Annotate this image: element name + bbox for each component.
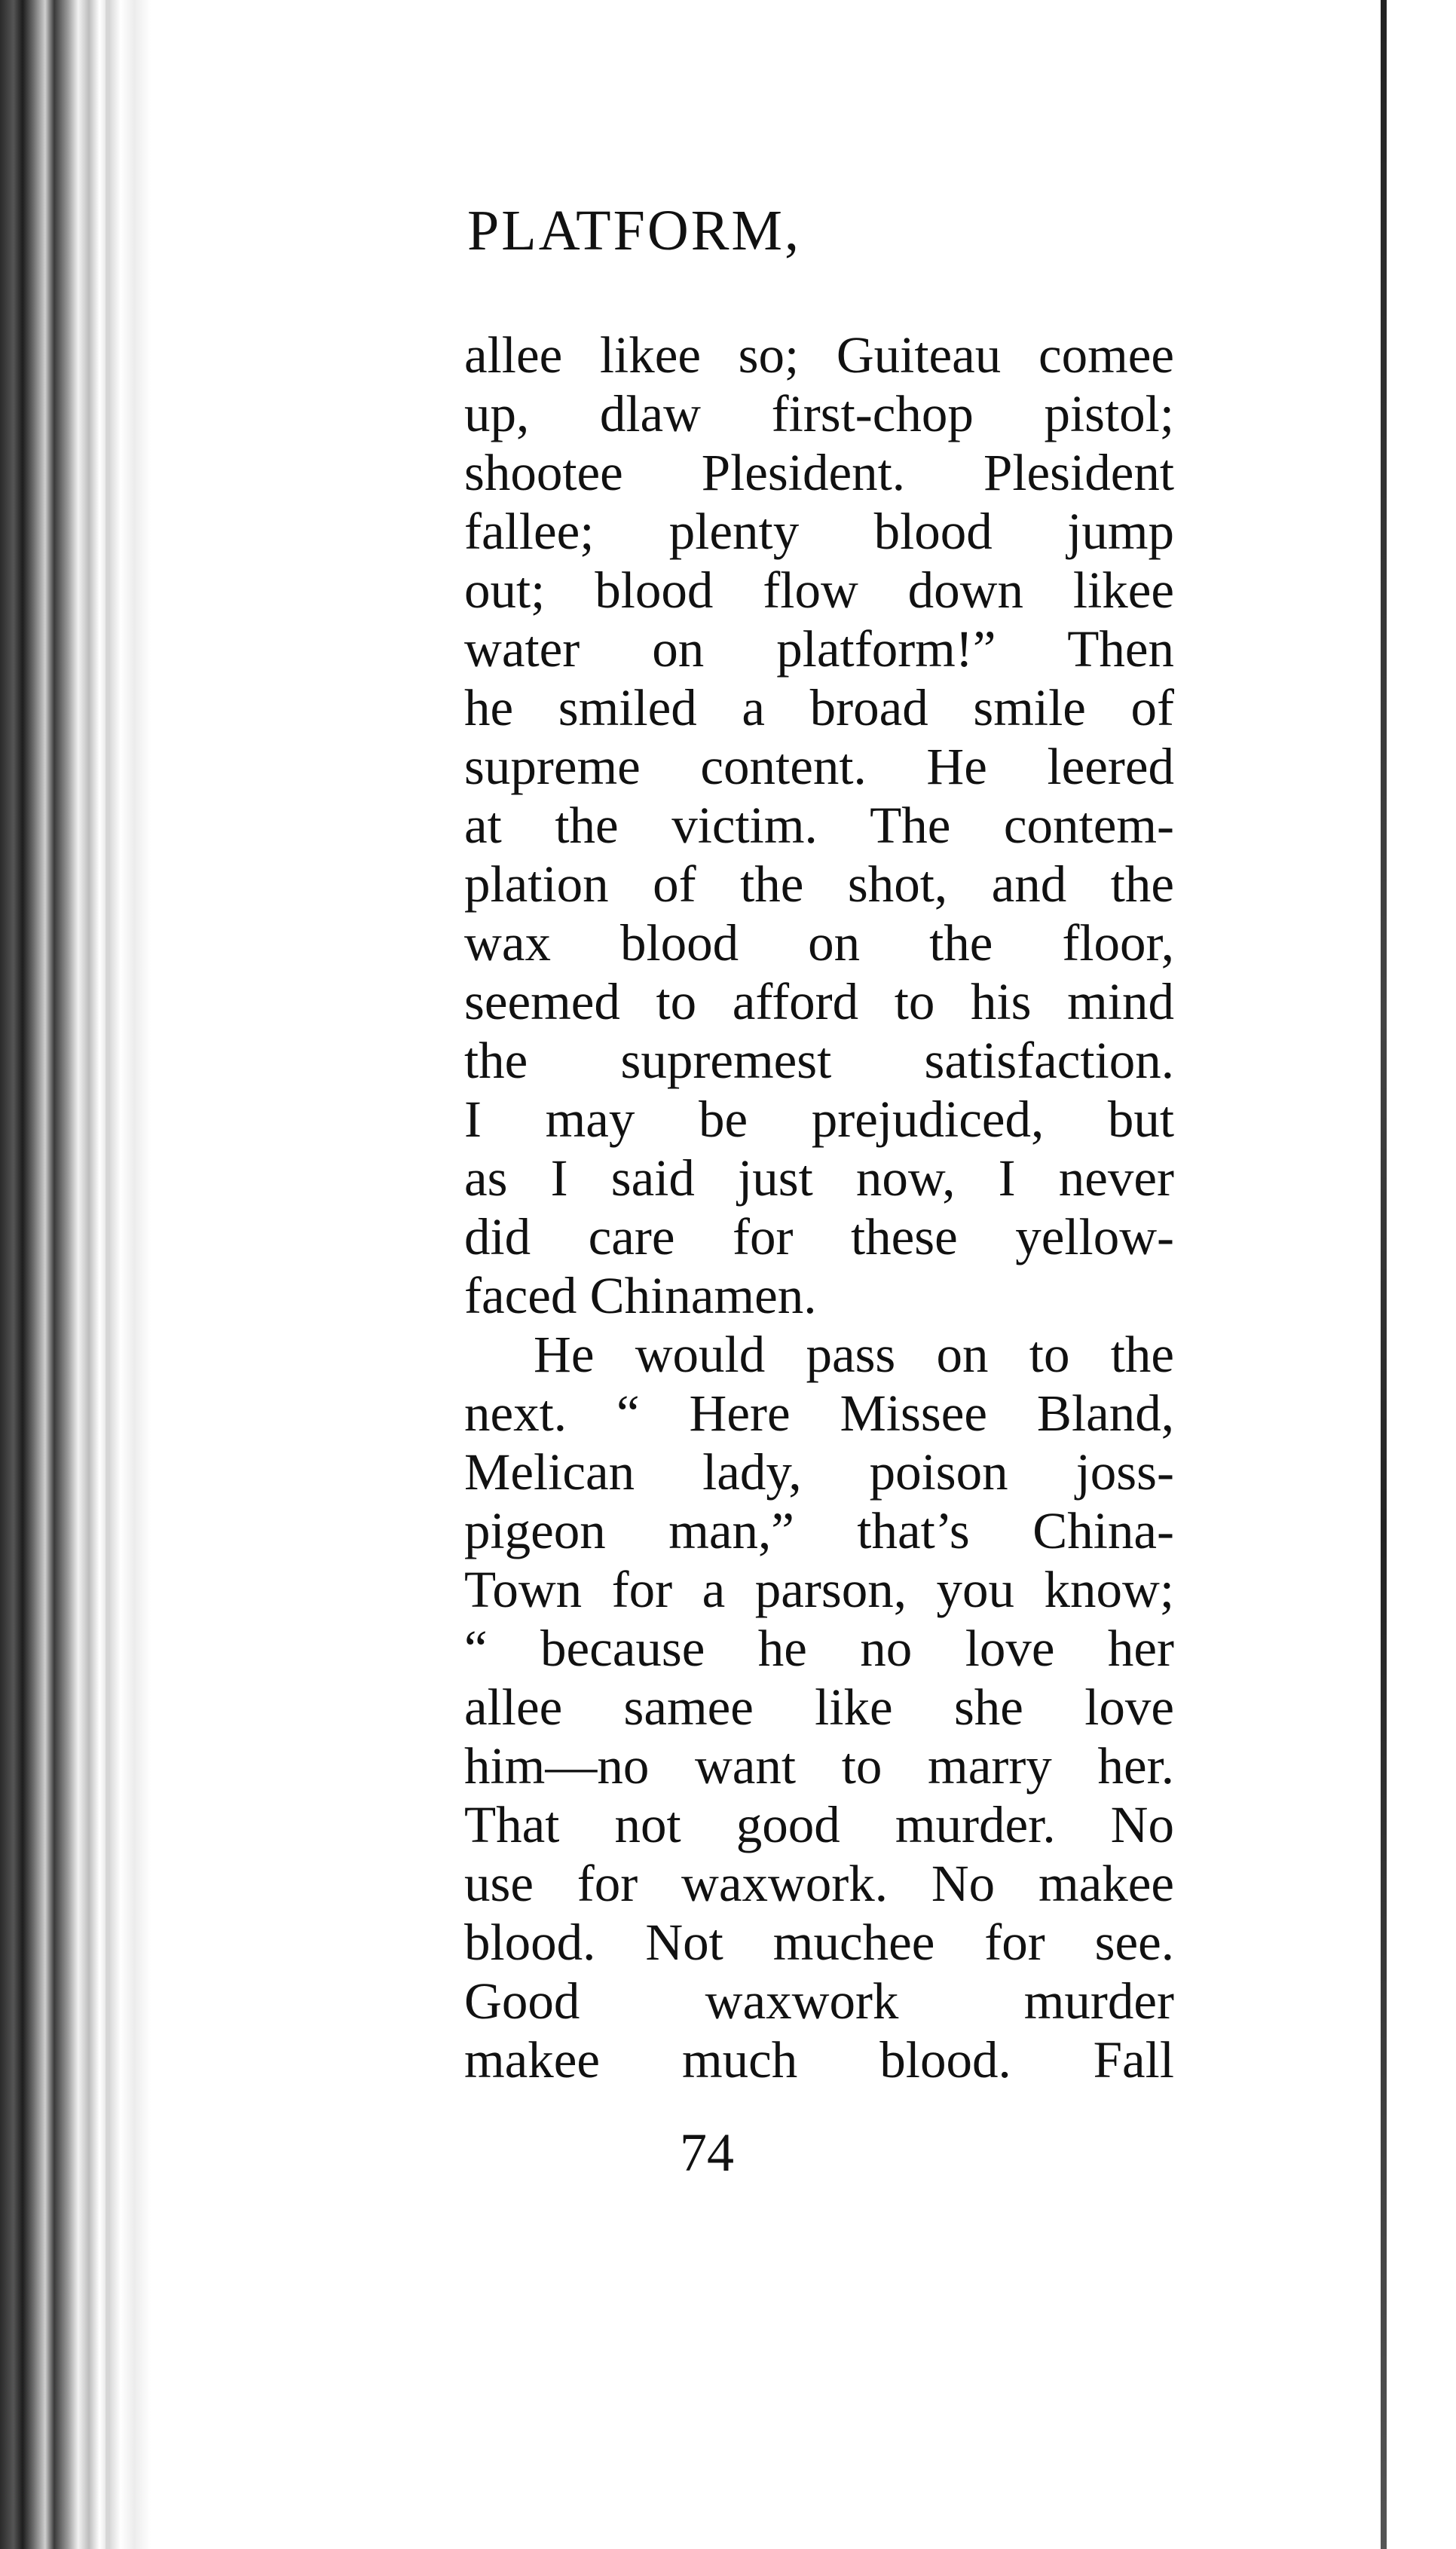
text-line: That not good murder. No — [464, 1796, 1174, 1853]
text-line: seemed to afford to his mind — [464, 973, 1174, 1030]
text-line: use for waxwork. No makee — [464, 1855, 1174, 1912]
text-line: he smiled a broad smile of — [464, 679, 1174, 736]
text-line: him—no want to marry her. — [464, 1737, 1174, 1795]
text-line: makee much blood. Fall — [464, 2031, 1174, 2088]
text-line: at the victim. The contem- — [464, 797, 1174, 854]
text-line: allee likee so; Guiteau comee — [464, 326, 1174, 384]
text-line: allee samee like she love — [464, 1678, 1174, 1736]
text-line: pigeon man,” that’s China- — [464, 1502, 1174, 1559]
text-line: faced Chinamen. — [464, 1267, 817, 1324]
text-line: did care for these yellow- — [464, 1208, 1174, 1265]
text-line: as I said just now, I never — [464, 1149, 1174, 1207]
text-line: next. “ Here Missee Bland, — [464, 1385, 1174, 1442]
text-line: I may be prejudiced, but — [464, 1091, 1174, 1148]
text-line: shootee Plesident. Plesident — [464, 444, 1174, 501]
text-line: wax blood on the floor, — [464, 914, 1174, 972]
text-line: plation of the shot, and the — [464, 855, 1174, 913]
text-line-paragraph-start: He would pass on to the — [534, 1326, 1174, 1383]
running-head: PLATFORM, — [467, 199, 801, 262]
text-line: the supremest satisfaction. — [464, 1032, 1174, 1089]
text-line: supreme content. He leered — [464, 738, 1174, 795]
body-text — [464, 326, 1174, 2089]
text-line: fallee; plenty blood jump — [464, 503, 1174, 560]
text-line: “ because he no love her — [464, 1620, 1174, 1677]
text-line: blood. Not muchee for see. — [464, 1914, 1174, 1971]
text-line: Town for a parson, you know; — [464, 1561, 1174, 1618]
page-number-container — [151, 2122, 1381, 2183]
book-page-edges — [0, 0, 151, 2549]
text-line: Melican lady, poison joss- — [464, 1443, 1174, 1501]
book-page — [151, 0, 1381, 2549]
text-line: out; blood flow down likee — [464, 562, 1174, 619]
text-line: water on platform!” Then — [464, 620, 1174, 678]
text-line: up, dlaw first-chop pistol; — [464, 385, 1174, 442]
book-cover-edge — [1381, 0, 1456, 2549]
text-line: Good waxwork murder — [464, 1972, 1174, 2030]
page-number: 74 — [680, 2122, 734, 2183]
